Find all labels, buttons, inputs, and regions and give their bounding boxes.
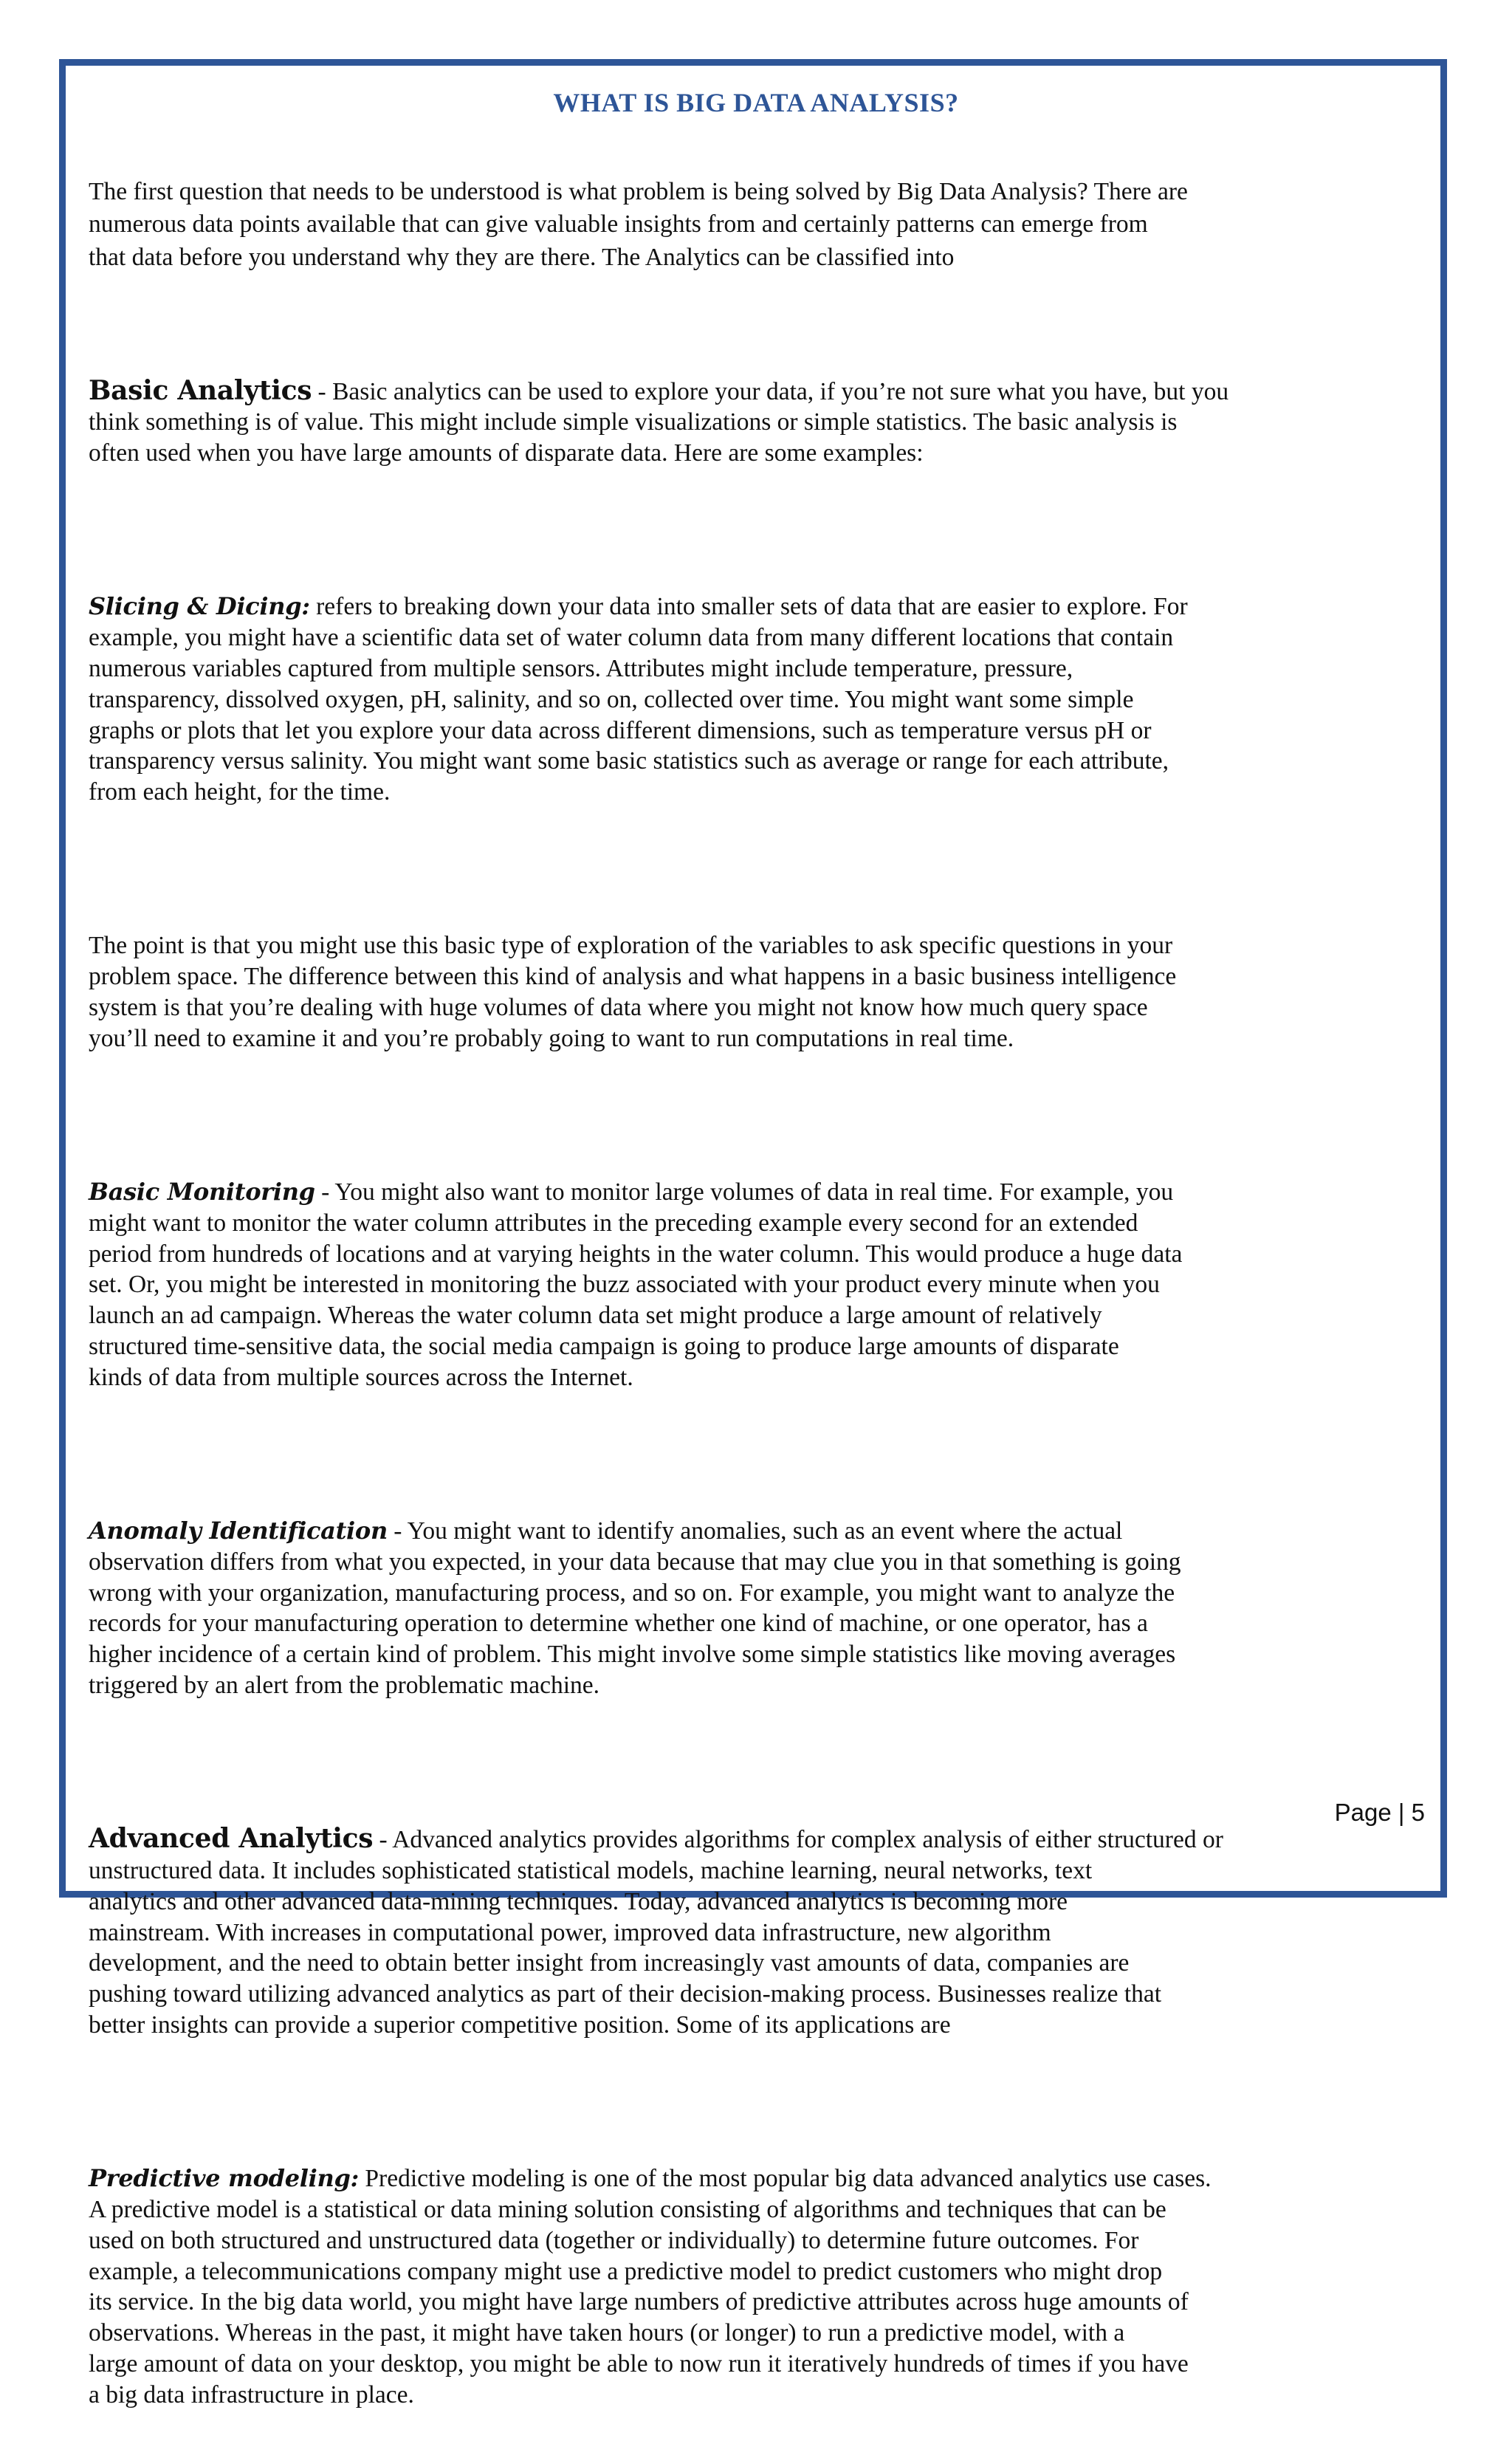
anomaly-identification-heading: Anomaly Identification: [89, 1516, 388, 1545]
intro-paragraph: The first question that needs to be understood is what problem is being solved by Big Data Analysis? There are numerous data points available that can give valuable insights from and certainly patterns can emerge from that data before you understand why they are there. The Analytics can be classified into: [89, 177, 1188, 271]
basic-monitoring-heading: Basic Monitoring: [89, 1178, 315, 1206]
document-body: [89, 145, 1423, 2441]
predictive-modeling-paragraph: [89, 2163, 1423, 2410]
basic-analytics-text: - Basic analytics can be used to explore your data, if you’re not sure what you have, but you think something is of value. This might include simple visualizations or simple statistics. The basic analysis is often used when you have large amounts of disparate data. Here are some examples:: [89, 377, 1229, 467]
predictive-modeling-heading: Predictive modeling:: [89, 2164, 360, 2193]
anomaly-identification-text: - You might want to identify anomalies, such as an event where the actual observation differs from what you expected, in your data because that may clue you in that something is going wrong with your organization, manufacturing process, and so on. For example, you might want to analyze the records for your manufacturing operation to determine whether one kind of machine, or one operator, has a higher incidence of a certain kind of problem. This might involve some simple statistics like moving averages triggered by an alert from the problematic machine.: [89, 1517, 1181, 1699]
page-number: Page | 5: [1334, 1799, 1425, 1826]
basic-monitoring-paragraph: [89, 1177, 1423, 1393]
slicing-dicing-text: refers to breaking down your data into smaller sets of data that are easier to explore. For example, you might have a scientific data set of water column data from many different locations that contain numerous variables captured from multiple sensors. Attributes might include temperature, pressure, transparency, dissolved oxygen, pH, salinity, and so on, collected over time. You might want some simple graphs or plots that let you explore your data across different dimensions, such as temperature versus pH or transparency versus salinity. You might want some basic statistics such as average or range for each attribute, from each height, for the time.: [89, 593, 1188, 806]
anomaly-identification-paragraph: [89, 1516, 1423, 1701]
basic-monitoring-text: - You might also want to monitor large volumes of data in real time. For example, you might want to monitor the water column attributes in the preceding example every second for an extended period from hundreds of locations and at varying heights in the water column. This would produce a huge data set. Or, you might be interested in monitoring the buzz associated with your product every minute when you launch an ad campaign. Whereas the water column data set might produce a large amount of relatively structured time-sensitive data, the social media campaign is going to produce large amounts of disparate kinds of data from multiple sources across the Internet.: [89, 1178, 1183, 1391]
page-title: WHAT IS BIG DATA ANALYSIS?: [553, 88, 959, 117]
slicing-dicing-heading: Slicing & Dicing:: [89, 592, 310, 621]
point-paragraph: The point is that you might use this basic type of exploration of the variables to ask specific questions in your problem space. The difference between this kind of analysis and what happens in a basic business intelligence system is that you’re dealing with huge volumes of data where you might not know how much query space you’ll need to examine it and you’re probably going to want to run computations in real time.: [89, 932, 1177, 1052]
advanced-analytics-paragraph: [89, 1824, 1423, 2041]
advanced-analytics-heading: Advanced Analytics: [89, 1823, 374, 1855]
slicing-dicing-paragraph: [89, 591, 1423, 808]
advanced-analytics-text: - Advanced analytics provides algorithms for complex analysis of either structured or unstructured data. It includes sophisticated statistical models, machine learning, neural networks, text analytics and other advanced data-mining techniques. Today, advanced analytics is becoming more mainstream. With increases in computational power, improved data infrastructure, new algorithm development, and the need to obtain better insight from increasingly vast amounts of data, companies are pushing toward utilizing advanced analytics as part of their decision-making process. Businesses realize that better insights can provide a superior competitive position. Some of its applications are: [89, 1826, 1223, 2039]
basic-analytics-paragraph: [89, 376, 1423, 469]
predictive-modeling-text: Predictive modeling is one of the most popular big data advanced analytics use cases. A predictive model is a statistical or data mining solution consisting of algorithms and techniques that can be used on both structured and unstructured data (together or individually) to determine future outcomes. For example, a telecommunications company might use a predictive model to predict customers who might drop its service. In the big data world, you might have large numbers of predictive attributes across huge amounts of observations. Whereas in the past, it might have taken hours (or longer) to run a predictive model, with a large amount of data on your desktop, you might be able to now run it iteratively hundreds of times if you have a big data infrastructure in place.: [89, 2165, 1212, 2409]
basic-analytics-heading: Basic Analytics: [89, 374, 312, 406]
